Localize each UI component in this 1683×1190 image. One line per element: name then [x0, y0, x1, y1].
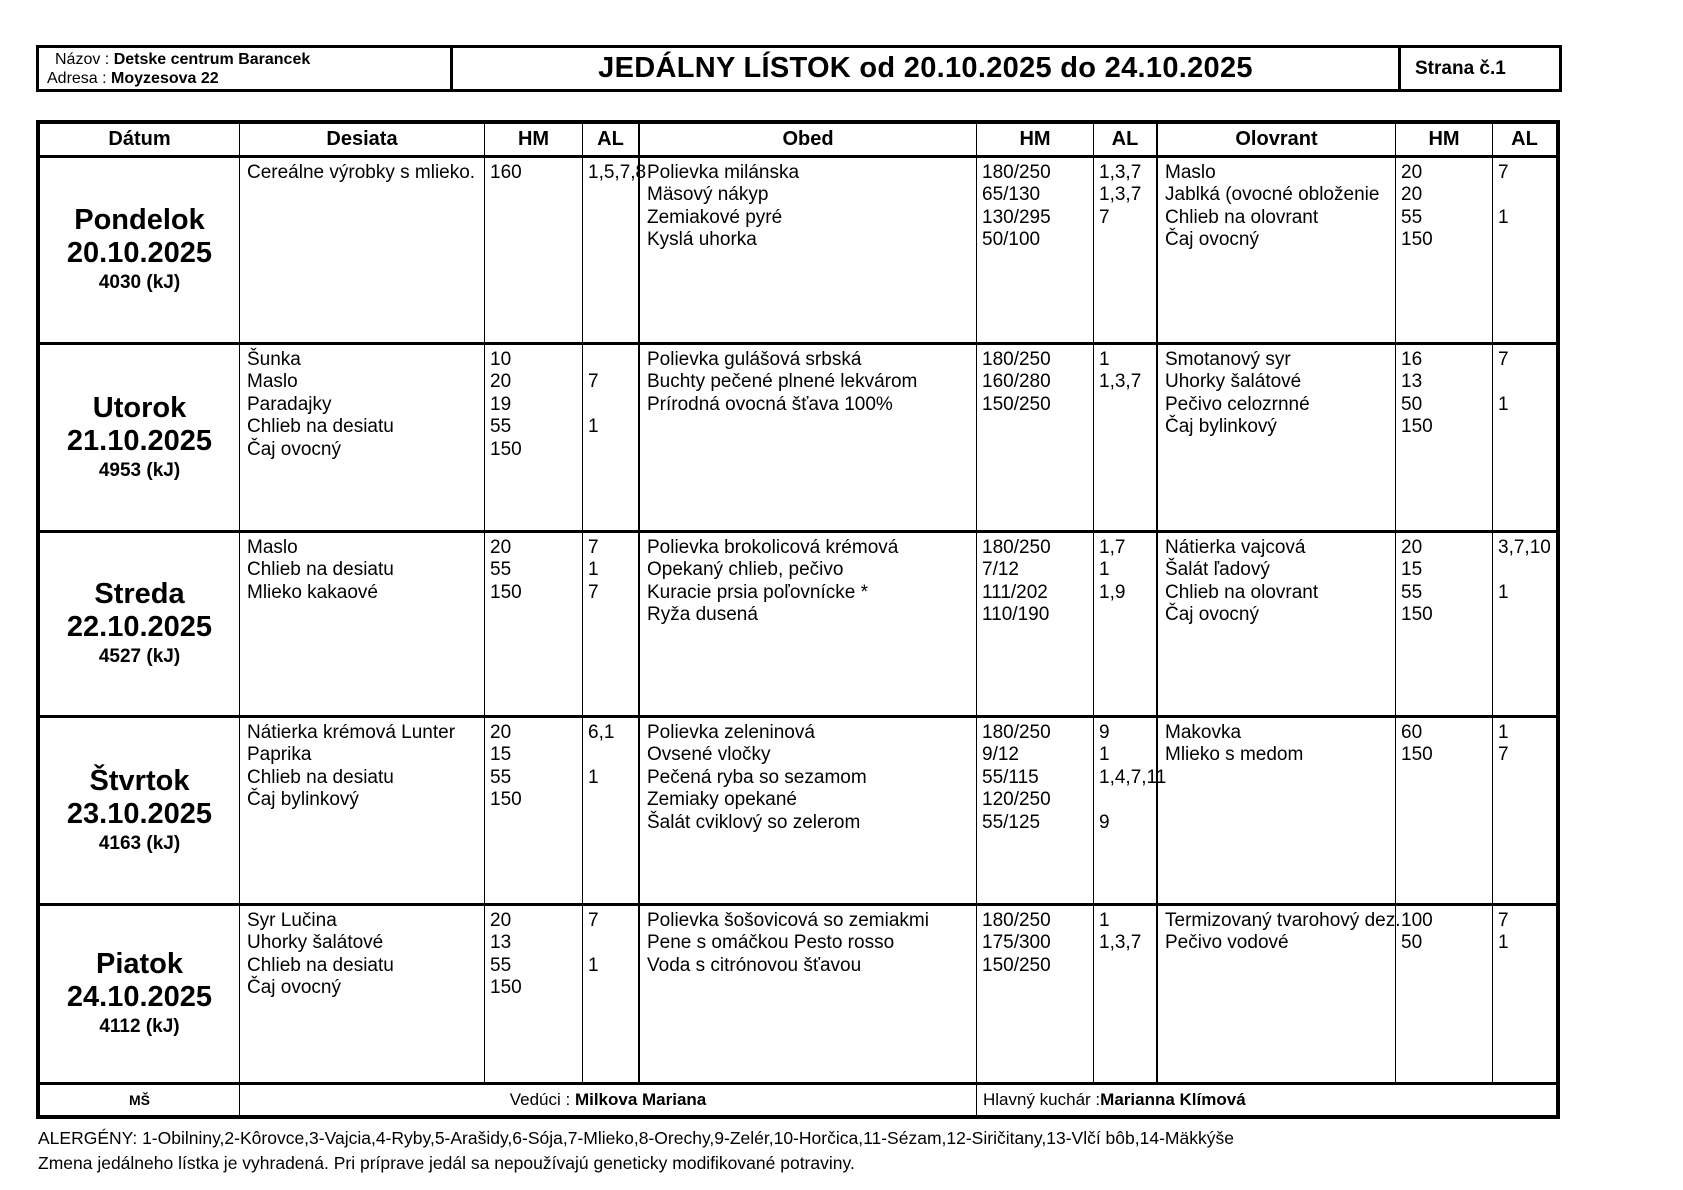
page-title: JEDÁLNY LÍSTOK od 20.10.2025 do 24.10.2025 [453, 48, 1401, 89]
menu-item-hm: 55/115 [982, 766, 1039, 788]
menu-item-al: 1 [1498, 206, 1509, 228]
menu-item-name: Smotanový syr [1165, 349, 1291, 370]
menu-item-hm: 55/125 [982, 811, 1041, 833]
menu-item-al: 1 [1498, 722, 1509, 743]
obed-names-cell [640, 718, 977, 903]
menu-item-al: 1 [1099, 559, 1110, 581]
menu-item-hm: 20 [1401, 162, 1423, 183]
menu-item-al [588, 744, 638, 766]
desiata-names-cell [240, 158, 485, 342]
menu-item-name: Uhorky šalátové [247, 932, 384, 954]
col-header-desiata: Desiata [240, 124, 485, 155]
olovrant-names-cell [1158, 158, 1396, 342]
menu-item-name: Termizovaný tvarohový dez. [1165, 910, 1401, 931]
menu-item-hm: 55 [490, 766, 512, 788]
desiata-hm-cell [485, 158, 583, 342]
menu-item-hm: 150 [1401, 229, 1433, 251]
menu-item-hm: 55 [1401, 206, 1423, 228]
date-cell [40, 158, 240, 342]
menu-item-name: Nátierka krémová Lunter [247, 722, 456, 743]
menu-item-al [1498, 184, 1556, 206]
col-header-hm1: HM [485, 124, 583, 155]
desiata-al-cell [583, 158, 647, 342]
menu-item-name: Zemiaky opekané [647, 789, 797, 811]
menu-item-name: Čaj ovocný [1165, 604, 1259, 626]
col-header-al3: AL [1511, 128, 1538, 150]
footnotes [38, 1126, 1234, 1176]
menu-item-al: 9 [1099, 811, 1110, 833]
obed-al-cell [1094, 533, 1158, 715]
menu-item-hm: 50/100 [982, 229, 1041, 251]
menu-item-al: 1 [588, 416, 599, 438]
facility-address-line [39, 69, 450, 88]
menu-item-hm: 180/250 [982, 162, 1051, 183]
menu-item-name: Maslo [247, 537, 298, 558]
menu-item-name: Pečená ryba so sezamom [647, 766, 867, 788]
day-energy: 4953 (kJ) [98, 459, 181, 481]
menu-item-hm: 160 [490, 162, 522, 183]
menu-item-name: Jablká (ovocné obloženie [1165, 184, 1380, 206]
menu-item-al: 1,7 [1099, 537, 1126, 558]
obed-hm-cell [977, 345, 1094, 530]
menu-item-hm: 110/190 [982, 604, 1050, 626]
menu-item-al: 1 [1498, 932, 1509, 954]
nazov-value: Detske centrum Barancek [113, 50, 311, 68]
menu-item-hm: 20 [490, 910, 512, 931]
menu-item-name: Pečivo vodové [1165, 932, 1289, 954]
menu-item-name: Chlieb na desiatu [247, 416, 394, 438]
facility-name-line [39, 50, 450, 69]
menu-item-name: Paprika [247, 744, 312, 766]
menu-item-name: Chlieb na olovrant [1165, 206, 1319, 228]
menu-item-al: 7 [588, 371, 599, 393]
menu-item-hm: 150 [490, 581, 522, 603]
menu-item-name: Šunka [247, 349, 301, 370]
day-energy: 4527 (kJ) [98, 646, 181, 667]
menu-item-al: 7 [588, 537, 599, 558]
olovrant-hm-cell [1396, 533, 1493, 715]
olovrant-names-cell [1158, 345, 1396, 530]
menu-item-al: 1,3,7 [1099, 932, 1142, 954]
date-cell [40, 718, 240, 903]
menu-item-hm: 120/250 [982, 789, 1051, 811]
menu-item-al [1498, 604, 1556, 626]
menu-item-al [1099, 229, 1156, 251]
olovrant-al-cell [1493, 345, 1556, 530]
obed-hm-cell [977, 718, 1094, 903]
desiata-hm-cell [485, 906, 583, 1082]
desiata-names-cell [240, 345, 485, 530]
menu-item-al: 1 [1498, 393, 1509, 415]
adresa-value: Moyzesova 22 [111, 69, 219, 87]
menu-item-hm: 175/300 [982, 932, 1051, 954]
table-row-tuesday [40, 342, 1556, 530]
menu-item-name: Pečivo celozrnné [1165, 393, 1310, 415]
obed-names-cell [640, 906, 977, 1082]
menu-item-al [588, 439, 638, 461]
menu-item-name: Makovka [1165, 722, 1242, 743]
menu-item-al: 7 [1498, 744, 1509, 766]
desiata-al-cell [583, 345, 640, 530]
menu-item-hm: 13 [490, 932, 512, 954]
menu-item-name: Maslo [1165, 162, 1216, 183]
menu-item-al: 1,9 [1099, 581, 1126, 603]
kuchar-cell [977, 1085, 1556, 1115]
day-date: 23.10.2025 [66, 797, 213, 830]
olovrant-al-cell [1493, 158, 1556, 342]
menu-item-hm: 10 [490, 349, 512, 370]
day-date: 24.10.2025 [66, 981, 213, 1013]
col-header-olovrant: Olovrant [1158, 124, 1396, 155]
menu-item-hm: 150/250 [982, 954, 1051, 976]
menu-item-hm: 180/250 [982, 537, 1051, 558]
menu-table [36, 120, 1560, 1119]
menu-item-name: Paradajky [247, 393, 332, 415]
menu-item-hm: 160/280 [982, 371, 1051, 393]
menu-item-al: 1 [588, 559, 599, 581]
menu-item-name: Nátierka vajcová [1165, 537, 1306, 558]
veduci-cell [240, 1085, 977, 1115]
day-name: Streda [94, 578, 185, 610]
desiata-al-cell [583, 906, 640, 1082]
menu-item-al: 1,3,7 [1099, 184, 1142, 206]
menu-item-hm: 130/295 [982, 206, 1051, 228]
menu-item-name: Uhorky šalátové [1165, 371, 1302, 393]
menu-item-hm: 180/250 [982, 722, 1051, 743]
menu-item-al [1099, 955, 1156, 977]
menu-item-name: Pene s omáčkou Pesto rosso [647, 932, 895, 954]
menu-item-name: Polievka zeleninová [647, 722, 815, 743]
menu-item-hm: 16 [1401, 349, 1423, 370]
desiata-al-cell [583, 533, 640, 715]
menu-item-hm: 15 [1401, 559, 1423, 581]
obed-al-cell [1094, 906, 1158, 1082]
veduci-value: Milkova Mariana [574, 1090, 707, 1109]
adresa-label: Adresa : [47, 69, 107, 87]
desiata-hm-cell [485, 345, 583, 530]
menu-item-name: Prírodná ovocná šťava 100% [647, 393, 893, 415]
olovrant-hm-cell [1396, 158, 1493, 342]
olovrant-names-cell [1158, 533, 1396, 715]
document-header [36, 45, 1562, 92]
menu-item-name: Chlieb na desiatu [247, 559, 394, 581]
kuchar-label: Hlavný kuchár : [983, 1090, 1101, 1109]
menu-item-hm: 150 [1401, 604, 1433, 626]
menu-item-al: 1 [1099, 349, 1110, 370]
menu-item-hm: 50 [1401, 932, 1423, 954]
menu-item-name: Kyslá uhorka [647, 229, 757, 251]
table-row-wednesday [40, 530, 1556, 715]
menu-item-name: Kuracie prsia poľovnícke * [647, 581, 868, 603]
day-energy: 4112 (kJ) [99, 1016, 180, 1037]
menu-item-hm: 20 [490, 371, 512, 393]
olovrant-al-cell [1493, 718, 1556, 903]
menu-item-al [588, 349, 638, 371]
desiata-names-cell [240, 906, 485, 1082]
day-date: 22.10.2025 [66, 611, 213, 643]
menu-item-hm: 111/202 [982, 581, 1048, 603]
veduci-label: Vedúci : [509, 1090, 575, 1109]
menu-item-hm: 150 [1401, 744, 1433, 766]
obed-names-cell [640, 533, 977, 715]
menu-item-hm: 150 [1401, 416, 1433, 438]
menu-item-al: 1,4,7,11 [1099, 766, 1167, 788]
menu-item-al: 7 [588, 581, 599, 603]
menu-item-name: Syr Lučina [247, 910, 337, 931]
day-date: 21.10.2025 [66, 424, 213, 457]
menu-item-hm: 50 [1401, 393, 1423, 415]
table-row-thursday [40, 715, 1556, 903]
menu-item-name: Polievka milánska [647, 162, 800, 183]
col-header-al2: AL [1094, 124, 1158, 155]
menu-item-al: 7 [1099, 206, 1110, 228]
menu-item-al: 7 [588, 910, 599, 931]
menu-item-name: Opekaný chlieb, pečivo [647, 559, 844, 581]
day-name: Pondelok [74, 204, 205, 236]
allergens-note: ALERGÉNY: 1-Obilniny,2-Kôrovce,3-Vajcia,4-Ryby,5-Arašidy,6-Sója,7-Mlieko,8-Orechy,9-Zelér,10-Horčica,11-Sézam,12-Siričitany,13-Vlčí bôb,14-Mäkkýše [38, 1128, 1234, 1148]
desiata-names-cell [240, 718, 485, 903]
menu-item-hm: 180/250 [982, 349, 1051, 370]
kuchar-value: Marianna Klímová [1100, 1090, 1246, 1109]
menu-item-name: Čaj ovocný [247, 438, 341, 460]
olovrant-hm-cell [1396, 718, 1493, 903]
menu-item-hm: 65/130 [982, 184, 1041, 206]
menu-item-al [588, 789, 638, 811]
col-header-obed: Obed [640, 124, 977, 155]
day-name: Utorok [92, 391, 187, 424]
menu-item-hm: 180/250 [982, 910, 1051, 931]
date-cell [40, 533, 240, 715]
day-name: Piatok [95, 948, 184, 980]
menu-item-al: 6,1 [588, 722, 615, 743]
obed-al-cell [1094, 158, 1158, 342]
ms-cell: MŠ [40, 1085, 240, 1115]
menu-item-al: 1,3,7 [1099, 162, 1142, 183]
day-energy: 4030 (kJ) [98, 272, 181, 293]
menu-item-al [1498, 229, 1556, 251]
menu-item-al: 1,5,7,8 [588, 162, 647, 183]
olovrant-names-cell [1158, 906, 1401, 1082]
menu-item-hm: 150 [490, 438, 522, 460]
menu-item-name: Ovsené vločky [647, 744, 771, 766]
menu-item-name: Chlieb na olovrant [1165, 581, 1319, 603]
menu-item-hm: 150 [490, 789, 522, 811]
day-name: Štvrtok [89, 764, 190, 797]
menu-item-al [1099, 394, 1156, 416]
menu-item-hm: 55 [1401, 581, 1423, 603]
menu-item-hm: 15 [490, 744, 512, 766]
menu-item-al [1099, 604, 1156, 626]
menu-item-hm: 100 [1401, 910, 1433, 931]
menu-item-name: Ryža dusená [647, 604, 758, 626]
menu-item-hm: 20 [1401, 537, 1423, 558]
date-cell [40, 345, 240, 530]
olovrant-hm-cell [1396, 345, 1493, 530]
menu-item-name: Šalát cviklový so zelerom [647, 811, 861, 833]
desiata-names-cell [240, 533, 485, 715]
obed-al-cell [1094, 718, 1167, 903]
day-date: 20.10.2025 [66, 237, 213, 269]
menu-item-name: Polievka gulášová srbská [647, 349, 862, 370]
menu-item-al: 1 [1099, 744, 1110, 766]
menu-item-al: 1 [588, 766, 599, 788]
menu-item-name: Čaj ovocný [247, 977, 341, 999]
col-header-hm3: HM [1396, 124, 1493, 155]
col-header-hm2: HM [977, 124, 1094, 155]
table-header-row [40, 124, 1556, 155]
menu-item-al: 1,3,7 [1099, 371, 1142, 393]
day-energy: 4163 (kJ) [98, 832, 181, 854]
menu-item-al [1099, 789, 1156, 811]
obed-hm-cell [977, 158, 1094, 342]
menu-item-al [1498, 559, 1556, 581]
olovrant-names-cell [1158, 718, 1396, 903]
menu-item-name: Mäsový nákyp [647, 184, 769, 206]
obed-names-cell [640, 158, 977, 342]
menu-item-name: Buchty pečené plnené lekvárom [647, 371, 918, 393]
menu-item-al: 1 [588, 954, 599, 976]
menu-item-hm: 60 [1401, 722, 1423, 743]
menu-item-hm: 55 [490, 954, 512, 976]
menu-item-name: Čaj bylinkový [247, 789, 359, 811]
menu-item-hm: 7/12 [982, 559, 1019, 581]
table-footer-row [40, 1082, 1556, 1115]
olovrant-al-cell [1493, 906, 1556, 1082]
olovrant-hm-cell [1396, 906, 1493, 1082]
obed-al-cell [1094, 345, 1158, 530]
menu-item-hm: 55 [490, 416, 512, 438]
menu-item-name: Chlieb na desiatu [247, 766, 394, 788]
menu-item-al: 7 [1498, 349, 1509, 370]
menu-item-al: 3,7,10 [1498, 537, 1551, 558]
col-header-al1: AL [583, 124, 640, 155]
menu-item-name: Šalát ľadový [1165, 559, 1270, 581]
disclaimer-note: Zmena jedálneho lístka je vyhradená. Pri príprave jedál sa nepoužívajú geneticky modifikované potraviny. [38, 1153, 855, 1173]
menu-item-al: 7 [1498, 162, 1509, 183]
menu-item-al [588, 977, 638, 999]
menu-item-name: Polievka šošovicová so zemiakmi [647, 910, 929, 931]
menu-item-name: Čaj ovocný [1165, 229, 1259, 251]
menu-item-hm: 20 [490, 722, 512, 743]
menu-item-name: Zemiakové pyré [647, 206, 783, 228]
col-header-datum: Dátum [40, 124, 240, 155]
olovrant-al-cell [1493, 533, 1556, 715]
desiata-hm-cell [485, 718, 583, 903]
desiata-al-cell [583, 718, 640, 903]
table-row-monday [40, 155, 1556, 342]
menu-item-name: Chlieb na desiatu [247, 954, 394, 976]
desiata-hm-cell [485, 533, 583, 715]
menu-item-name: Čaj bylinkový [1165, 416, 1277, 438]
menu-item-al: 1 [1498, 581, 1509, 603]
menu-item-name: Mlieko s medom [1165, 744, 1304, 766]
menu-item-name: Mlieko kakaové [247, 581, 378, 603]
menu-item-name: Maslo [247, 371, 298, 393]
menu-item-hm: 55 [490, 559, 512, 581]
menu-item-al: 9 [1099, 722, 1110, 743]
menu-item-hm: 13 [1401, 371, 1423, 393]
menu-item-al [588, 394, 638, 416]
menu-item-hm: 19 [490, 393, 512, 415]
menu-item-hm: 20 [490, 537, 512, 558]
menu-item-name: Polievka brokolicová krémová [647, 537, 899, 558]
menu-item-hm: 20 [1401, 184, 1423, 206]
obed-names-cell [640, 345, 977, 530]
obed-hm-cell [977, 533, 1094, 715]
menu-item-al [588, 932, 638, 954]
menu-item-al: 1 [1099, 910, 1110, 931]
nazov-label: Názov : [55, 50, 110, 68]
menu-item-al: 7 [1498, 910, 1509, 931]
obed-hm-cell [977, 906, 1094, 1082]
menu-item-name: Cereálne výrobky s mlieko. [247, 162, 476, 183]
menu-item-al [1498, 371, 1556, 393]
menu-item-hm: 150/250 [982, 393, 1051, 415]
menu-item-hm: 9/12 [982, 744, 1019, 766]
date-cell [40, 906, 240, 1082]
menu-item-al [1498, 416, 1556, 438]
menu-item-hm: 150 [490, 977, 522, 999]
table-row-friday [40, 903, 1556, 1082]
menu-item-name: Voda s citrónovou šťavou [647, 954, 862, 976]
page-number: Strana č.1 [1415, 57, 1506, 79]
facility-info-box [39, 48, 453, 89]
